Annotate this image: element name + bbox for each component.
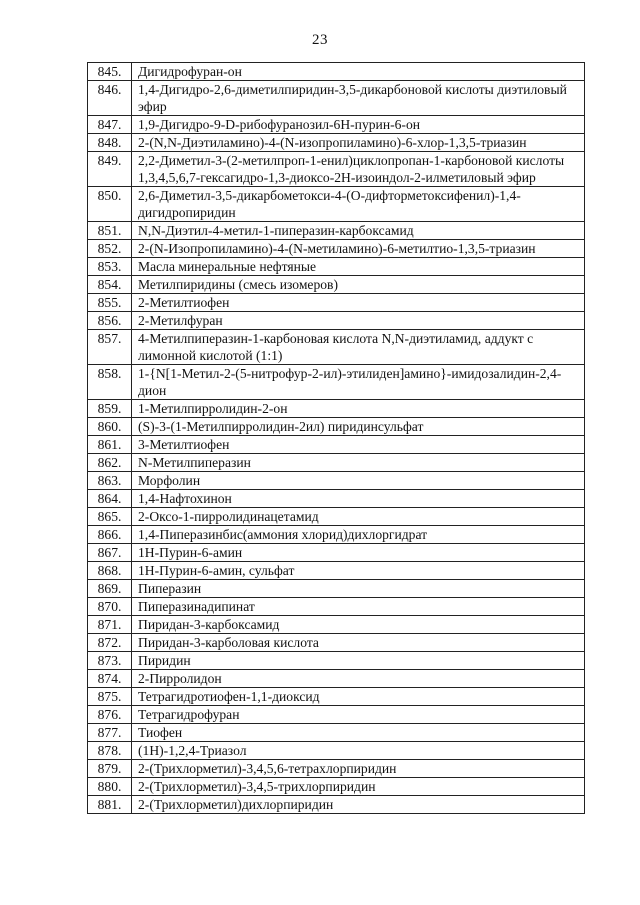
table-row	[88, 116, 585, 134]
table-row	[88, 706, 585, 724]
substance-table-body	[88, 63, 585, 814]
row-number-cell: 854.	[88, 276, 132, 294]
substance-name-cell: Морфолин	[132, 472, 585, 490]
table-row	[88, 258, 585, 276]
substance-name-cell: 2-(Трихлорметил)-3,4,5-трихлорпиридин	[132, 778, 585, 796]
substance-name-cell: 2-Пирролидон	[132, 670, 585, 688]
substance-name-cell: 1,4-Пиперазинбис(аммония хлорид)дихлоргидрат	[132, 526, 585, 544]
table-row	[88, 294, 585, 312]
row-number-cell: 859.	[88, 400, 132, 418]
table-row	[88, 134, 585, 152]
row-number-cell: 868.	[88, 562, 132, 580]
row-number-cell: 867.	[88, 544, 132, 562]
table-row	[88, 63, 585, 81]
row-number-cell: 875.	[88, 688, 132, 706]
substance-name-cell: 3-Метилтиофен	[132, 436, 585, 454]
row-number-cell: 870.	[88, 598, 132, 616]
row-number-cell: 848.	[88, 134, 132, 152]
table-row	[88, 526, 585, 544]
substance-name-cell: 2-(N,N-Диэтиламино)-4-(N-изопропиламино)-6-хлор-1,3,5-триазин	[132, 134, 585, 152]
table-row	[88, 616, 585, 634]
row-number-cell: 864.	[88, 490, 132, 508]
substance-name-cell: Дигидрофуран-он	[132, 63, 585, 81]
substance-name-cell: Пиридин	[132, 652, 585, 670]
substance-name-cell: 1-{N[1-Метил-2-(5-нитрофур-2-ил)-этилиден]амино}-имидозалидин-2,4-дион	[132, 365, 585, 400]
row-number-cell: 866.	[88, 526, 132, 544]
row-number-cell: 862.	[88, 454, 132, 472]
substance-name-cell: 2,2-Диметил-3-(2-метилпроп-1-енил)циклопропан-1-карбоновой кислоты 1,3,4,5,6,7-гексагидро-1,3-диоксо-2Н-изоиндол-2-илметиловый эфир	[132, 152, 585, 187]
table-row	[88, 796, 585, 814]
substance-name-cell: Пиперазин	[132, 580, 585, 598]
table-row	[88, 508, 585, 526]
substance-name-cell: 1,9-Дигидро-9-D-рибофуранозил-6Н-пурин-6-он	[132, 116, 585, 134]
row-number-cell: 863.	[88, 472, 132, 490]
table-row	[88, 400, 585, 418]
table-row	[88, 490, 585, 508]
table-row	[88, 472, 585, 490]
table-row	[88, 742, 585, 760]
row-number-cell: 874.	[88, 670, 132, 688]
table-row	[88, 562, 585, 580]
substance-name-cell: N,N-Диэтил-4-метил-1-пиперазин-карбоксамид	[132, 222, 585, 240]
row-number-cell: 855.	[88, 294, 132, 312]
table-row	[88, 81, 585, 116]
row-number-cell: 857.	[88, 330, 132, 365]
table-row	[88, 330, 585, 365]
substance-name-cell: 1Н-Пурин-6-амин, сульфат	[132, 562, 585, 580]
substance-name-cell: 2-Метилфуран	[132, 312, 585, 330]
table-row	[88, 670, 585, 688]
substance-name-cell: 2-(N-Изопропиламино)-4-(N-метиламино)-6-метилтио-1,3,5-триазин	[132, 240, 585, 258]
table-row	[88, 634, 585, 652]
substance-name-cell: 1-Метилпирролидин-2-он	[132, 400, 585, 418]
substance-name-cell: 1,4-Дигидро-2,6-диметилпиридин-3,5-дикарбоновой кислоты диэтиловый эфир	[132, 81, 585, 116]
row-number-cell: 852.	[88, 240, 132, 258]
substance-name-cell: Масла минеральные нефтяные	[132, 258, 585, 276]
table-row	[88, 187, 585, 222]
row-number-cell: 871.	[88, 616, 132, 634]
table-row	[88, 240, 585, 258]
row-number-cell: 881.	[88, 796, 132, 814]
substance-name-cell: 2,6-Диметил-3,5-дикарбометокси-4-(О-дифторметоксифенил)-1,4-дигидропиридин	[132, 187, 585, 222]
substance-name-cell: 2-(Трихлорметил)-3,4,5,6-тетрахлорпиридин	[132, 760, 585, 778]
substance-table	[87, 62, 585, 814]
row-number-cell: 877.	[88, 724, 132, 742]
table-row	[88, 724, 585, 742]
substance-name-cell: 1Н-Пурин-6-амин	[132, 544, 585, 562]
table-row	[88, 152, 585, 187]
substance-name-cell: Пиперазинадипинат	[132, 598, 585, 616]
row-number-cell: 880.	[88, 778, 132, 796]
substance-name-cell: (S)-3-(1-Метилпирролидин-2ил) пиридинсульфат	[132, 418, 585, 436]
table-row	[88, 778, 585, 796]
row-number-cell: 851.	[88, 222, 132, 240]
row-number-cell: 876.	[88, 706, 132, 724]
substance-name-cell: Тиофен	[132, 724, 585, 742]
row-number-cell: 860.	[88, 418, 132, 436]
row-number-cell: 849.	[88, 152, 132, 187]
row-number-cell: 872.	[88, 634, 132, 652]
table-row	[88, 276, 585, 294]
substance-name-cell: Тетрагидротиофен-1,1-диоксид	[132, 688, 585, 706]
table-row	[88, 436, 585, 454]
substance-name-cell: 2-Метилтиофен	[132, 294, 585, 312]
table-row	[88, 652, 585, 670]
row-number-cell: 865.	[88, 508, 132, 526]
row-number-cell: 878.	[88, 742, 132, 760]
row-number-cell: 869.	[88, 580, 132, 598]
table-row	[88, 418, 585, 436]
row-number-cell: 856.	[88, 312, 132, 330]
table-row	[88, 580, 585, 598]
row-number-cell: 845.	[88, 63, 132, 81]
substance-name-cell: 2-Оксо-1-пирролидинацетамид	[132, 508, 585, 526]
table-row	[88, 544, 585, 562]
substance-name-cell: N-Метилпиперазин	[132, 454, 585, 472]
substance-name-cell: Метилпиридины (смесь изомеров)	[132, 276, 585, 294]
row-number-cell: 847.	[88, 116, 132, 134]
substance-name-cell: Пиридан-3-карболовая кислота	[132, 634, 585, 652]
substance-name-cell: 4-Метилпиперазин-1-карбоновая кислота N,N-диэтиламид, аддукт с лимонной кислотой (1:1)	[132, 330, 585, 365]
table-row	[88, 688, 585, 706]
row-number-cell: 846.	[88, 81, 132, 116]
row-number-cell: 853.	[88, 258, 132, 276]
substance-name-cell: (1Н)-1,2,4-Триазол	[132, 742, 585, 760]
substance-name-cell: 2-(Трихлорметил)дихлорпиридин	[132, 796, 585, 814]
row-number-cell: 858.	[88, 365, 132, 400]
table-row	[88, 365, 585, 400]
substance-name-cell: 1,4-Нафтохинон	[132, 490, 585, 508]
table-row	[88, 598, 585, 616]
table-row	[88, 454, 585, 472]
table-row	[88, 222, 585, 240]
row-number-cell: 873.	[88, 652, 132, 670]
substance-name-cell: Пиридан-3-карбоксамид	[132, 616, 585, 634]
row-number-cell: 861.	[88, 436, 132, 454]
table-row	[88, 760, 585, 778]
row-number-cell: 879.	[88, 760, 132, 778]
row-number-cell: 850.	[88, 187, 132, 222]
table-row	[88, 312, 585, 330]
page-number: 23	[312, 32, 328, 48]
substance-name-cell: Тетрагидрофуран	[132, 706, 585, 724]
